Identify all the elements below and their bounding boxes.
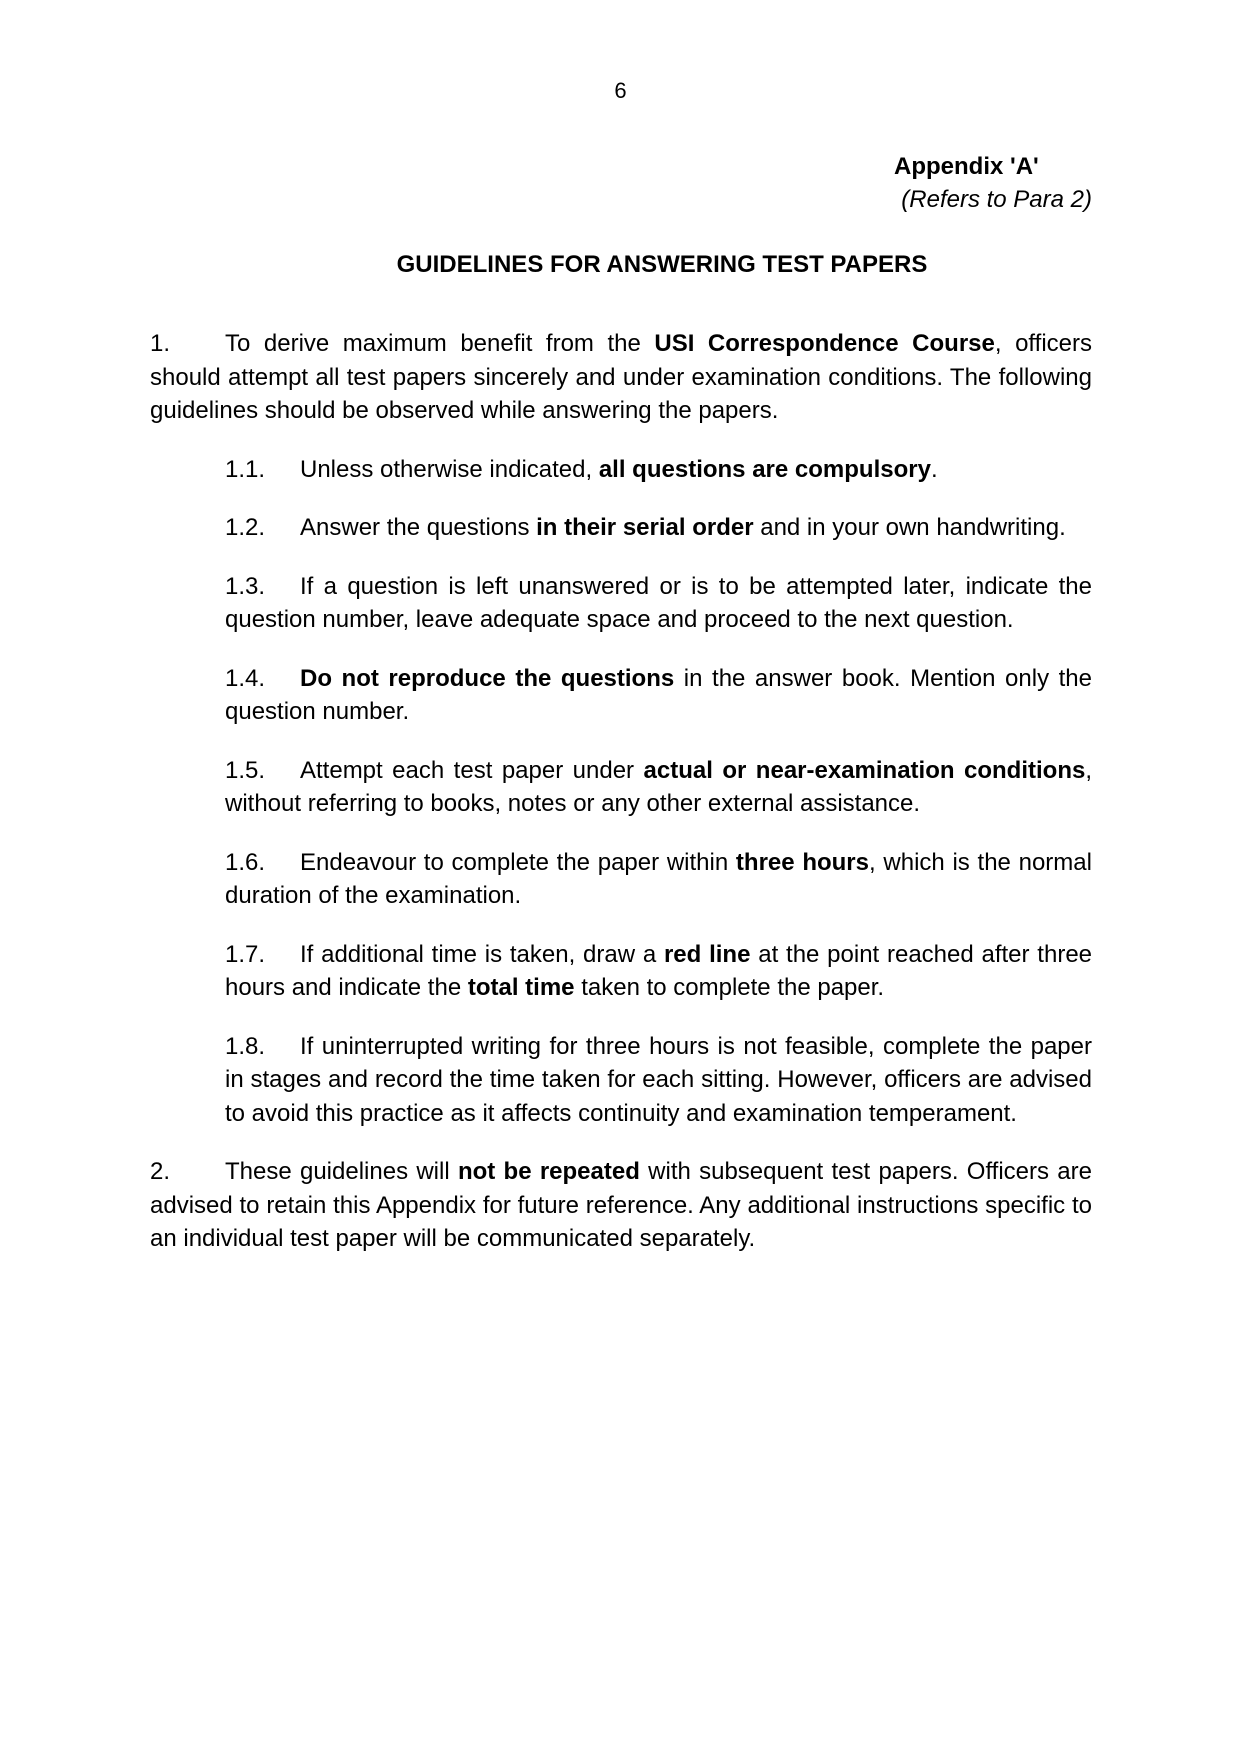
paragraph-number: 1.	[150, 330, 171, 357]
page-number: 6	[614, 78, 627, 103]
subparagraph-text: at the point reached after three hours and indicate the	[225, 940, 1093, 1001]
paragraph-text: , officers should attempt all test papers sincerely and under examination conditions. The following guidelines should be observed while answering the papers.	[150, 330, 1092, 424]
subparagraph-text: Answer the questions	[300, 514, 537, 541]
subparagraph-1-2	[225, 511, 1092, 545]
emphasis-text: actual or near-examination conditions	[643, 756, 1086, 784]
paragraph-text: These guidelines will	[225, 1158, 458, 1185]
emphasis-text: Do not reproduce the questions	[300, 664, 675, 692]
subparagraph-text: Endeavour to complete the paper within	[300, 848, 736, 876]
subparagraph-1-8	[225, 1030, 1092, 1131]
paragraph-text: with subsequent test papers. Officers are advised to retain this Appendix for future reference. Any additional instructions specific to an individual test paper will be communicated separately.	[150, 1158, 1092, 1252]
subparagraph-1-7	[225, 938, 1092, 1005]
subparagraph-text: , without referring to books, notes or any other external assistance.	[225, 756, 1092, 817]
emphasis-text: not be repeated	[457, 1158, 640, 1185]
emphasis-text: all questions are compulsory	[598, 455, 931, 483]
subparagraph-text: Attempt each test paper under	[300, 756, 644, 784]
subparagraph-text: taken to complete the paper.	[574, 974, 885, 1001]
appendix-reference: (Refers to Para 2)	[901, 186, 1092, 213]
paragraph-1	[150, 327, 1092, 428]
subparagraph-number: 1.6.	[225, 848, 266, 876]
subparagraph-text: Unless otherwise indicated,	[300, 455, 599, 483]
subparagraph-1-5	[225, 754, 1092, 821]
emphasis-text: total time	[467, 974, 575, 1001]
subparagraph-text: If a question is left unanswered or is to be attempted later, indicate the question number, leave adequate space and proceed to the next question.	[225, 572, 1092, 633]
subparagraph-1-4	[225, 662, 1092, 729]
subparagraph-number: 1.8.	[225, 1032, 266, 1060]
subparagraph-1-1	[225, 453, 1092, 487]
document-heading: GUIDELINES FOR ANSWERING TEST PAPERS	[396, 251, 928, 278]
subparagraph-number: 1.3.	[225, 572, 266, 600]
subparagraph-text: in the answer book. Mention only the question number.	[225, 664, 1092, 725]
paragraph-2	[150, 1155, 1092, 1256]
document-body	[150, 327, 1092, 1281]
subparagraph-1-6	[225, 846, 1092, 913]
subparagraph-number: 1.5.	[225, 756, 266, 784]
subparagraph-text: .	[930, 455, 938, 483]
subparagraph-text: , which is the normal duration of the examination.	[225, 848, 1092, 909]
subparagraph-text: and in your own handwriting.	[753, 514, 1066, 541]
appendix-reference-block	[760, 150, 1092, 216]
emphasis-text: red line	[663, 940, 751, 968]
subparagraph-text: If additional time is taken, draw a	[300, 940, 664, 968]
emphasis-text: three hours	[735, 848, 869, 876]
subparagraph-number: 1.7.	[225, 940, 266, 968]
emphasis-text: in their serial order	[536, 514, 754, 541]
appendix-title: Appendix 'A'	[894, 153, 1039, 180]
subparagraph-number: 1.1.	[225, 455, 266, 483]
emphasis-text: USI Correspondence Course	[654, 330, 995, 357]
paragraph-number: 2.	[150, 1158, 171, 1185]
subparagraph-number: 1.4.	[225, 664, 266, 692]
subparagraph-text: If uninterrupted writing for three hours is not feasible, complete the paper in stages and record the time taken for each sitting. However, officers are advised to avoid this practice as it affects continuity and examination temperament.	[225, 1032, 1092, 1127]
paragraph-text: To derive maximum benefit from the	[225, 330, 655, 357]
subparagraph-1-3	[225, 570, 1092, 637]
subparagraph-number: 1.2.	[225, 514, 266, 541]
